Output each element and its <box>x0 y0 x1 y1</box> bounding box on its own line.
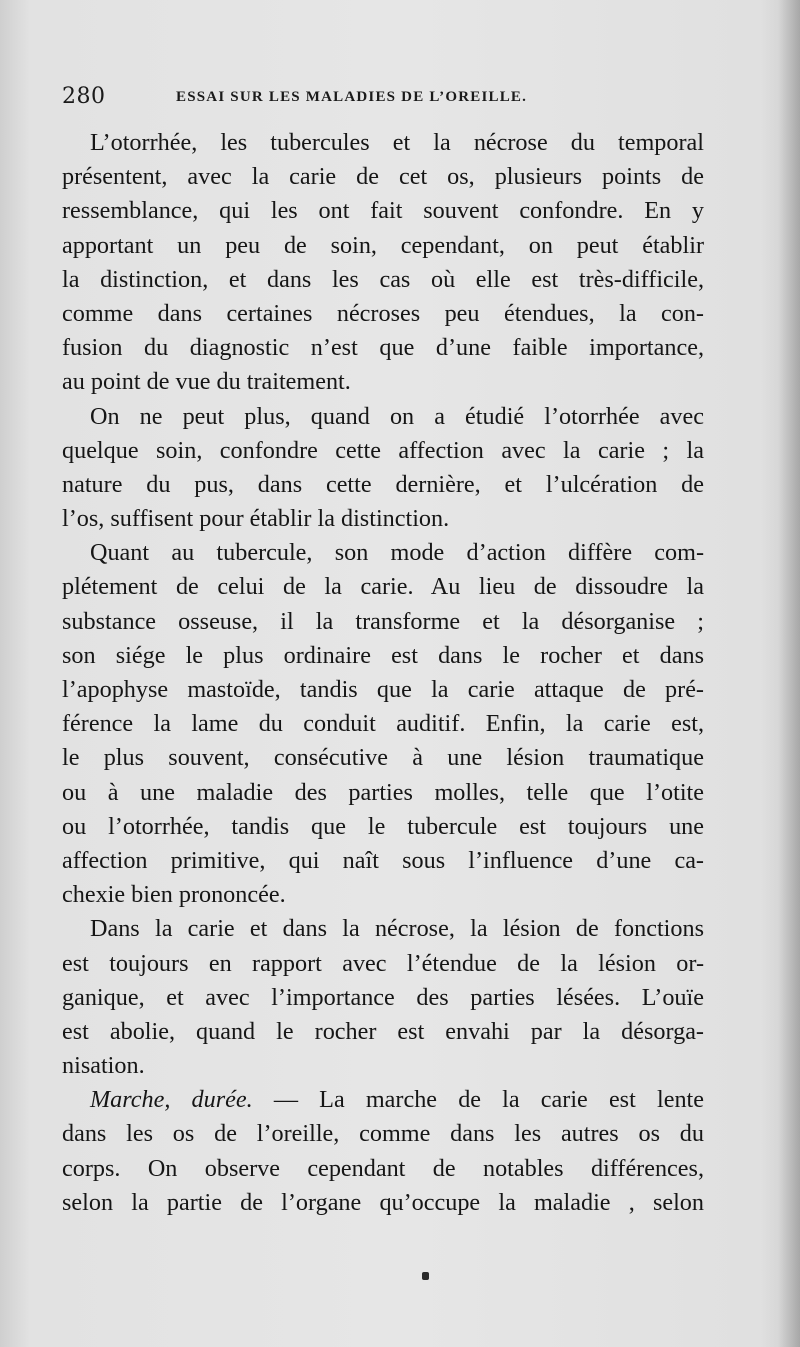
text-line: L’otorrhée, les tubercules et la nécrose du temporal <box>90 129 704 156</box>
text-line: substance osseuse, il la transforme et la désorganise ; <box>62 607 704 635</box>
text-line: l’os, suffisent pour établir la distinction. <box>62 505 450 533</box>
running-title: ESSAI SUR LES MALADIES DE L’OREILLE. <box>176 89 528 105</box>
text-line: selon la partie de l’organe qu’occupe la maladie , selon <box>62 1188 704 1216</box>
text-line: nature du pus, dans cette dernière, et l’ulcération de <box>62 470 704 498</box>
text-line: plétement de celui de la carie. Au lieu de dissoudre la <box>62 573 704 601</box>
text-line: férence la lame du conduit auditif. Enfin, la carie est, <box>62 710 704 738</box>
page-header <box>62 84 702 114</box>
text-line: nisation. <box>62 1052 145 1080</box>
text-line: l’apophyse mastoïde, tandis que la carie attaque de pré- <box>62 676 704 703</box>
text-line: est toujours en rapport avec l’étendue de la lésion or- <box>62 949 704 977</box>
text-line: présentent, avec la carie de cet os, plusieurs points de <box>62 163 704 191</box>
text-line: comme dans certaines nécroses peu étendues, la con- <box>62 299 704 327</box>
text-line: ou à une maladie des parties molles, telle que l’otite <box>62 778 704 806</box>
page-number: 280 <box>62 84 106 109</box>
text-line: ressemblance, qui les ont fait souvent confondre. En y <box>62 197 704 225</box>
printer-mark <box>422 1272 429 1280</box>
text-line: ganique, et avec l’importance des parties lésées. L’ouïe <box>62 983 704 1011</box>
text-line: ou l’otorrhée, tandis que le tubercule est toujours une <box>62 812 704 840</box>
text-line: au point de vue du traitement. <box>62 368 351 396</box>
text-line-rest: — La marche de la carie est lente <box>273 1086 704 1114</box>
text-line: quelque soin, confondre cette affection avec la carie ; la <box>62 436 704 464</box>
text-line: son siége le plus ordinaire est dans le rocher et dans <box>62 641 704 669</box>
binding-shadow <box>778 0 800 1347</box>
text-line: la distinction, et dans les cas où elle est très-difficile, <box>62 265 704 293</box>
body-text <box>62 126 704 1220</box>
text-line: est abolie, quand le rocher est envahi par la désorga- <box>62 1017 704 1045</box>
text-line: apportant un peu de soin, cependant, on peut établir <box>62 231 704 259</box>
text-line: dans les os de l’oreille, comme dans les autres os du <box>62 1120 704 1148</box>
text-line: chexie bien prononcée. <box>62 881 286 909</box>
text-line: affection primitive, qui naît sous l’influence d’une ca- <box>62 846 704 874</box>
text-line: corps. On observe cependant de notables différences, <box>62 1154 704 1182</box>
text-line: Quant au tubercule, son mode d’action diffère com- <box>90 539 704 567</box>
text-line: Dans la carie et dans la nécrose, la lésion de fonctions <box>90 915 704 943</box>
text-line: le plus souvent, consécutive à une lésion traumatique <box>62 744 704 772</box>
text-line: fusion du diagnostic n’est que d’une faible importance, <box>62 334 704 362</box>
text-line-with-italic-lead <box>62 1083 704 1117</box>
italic-lead: Marche, durée. <box>90 1086 253 1114</box>
text-line: On ne peut plus, quand on a étudié l’otorrhée avec <box>90 402 704 430</box>
